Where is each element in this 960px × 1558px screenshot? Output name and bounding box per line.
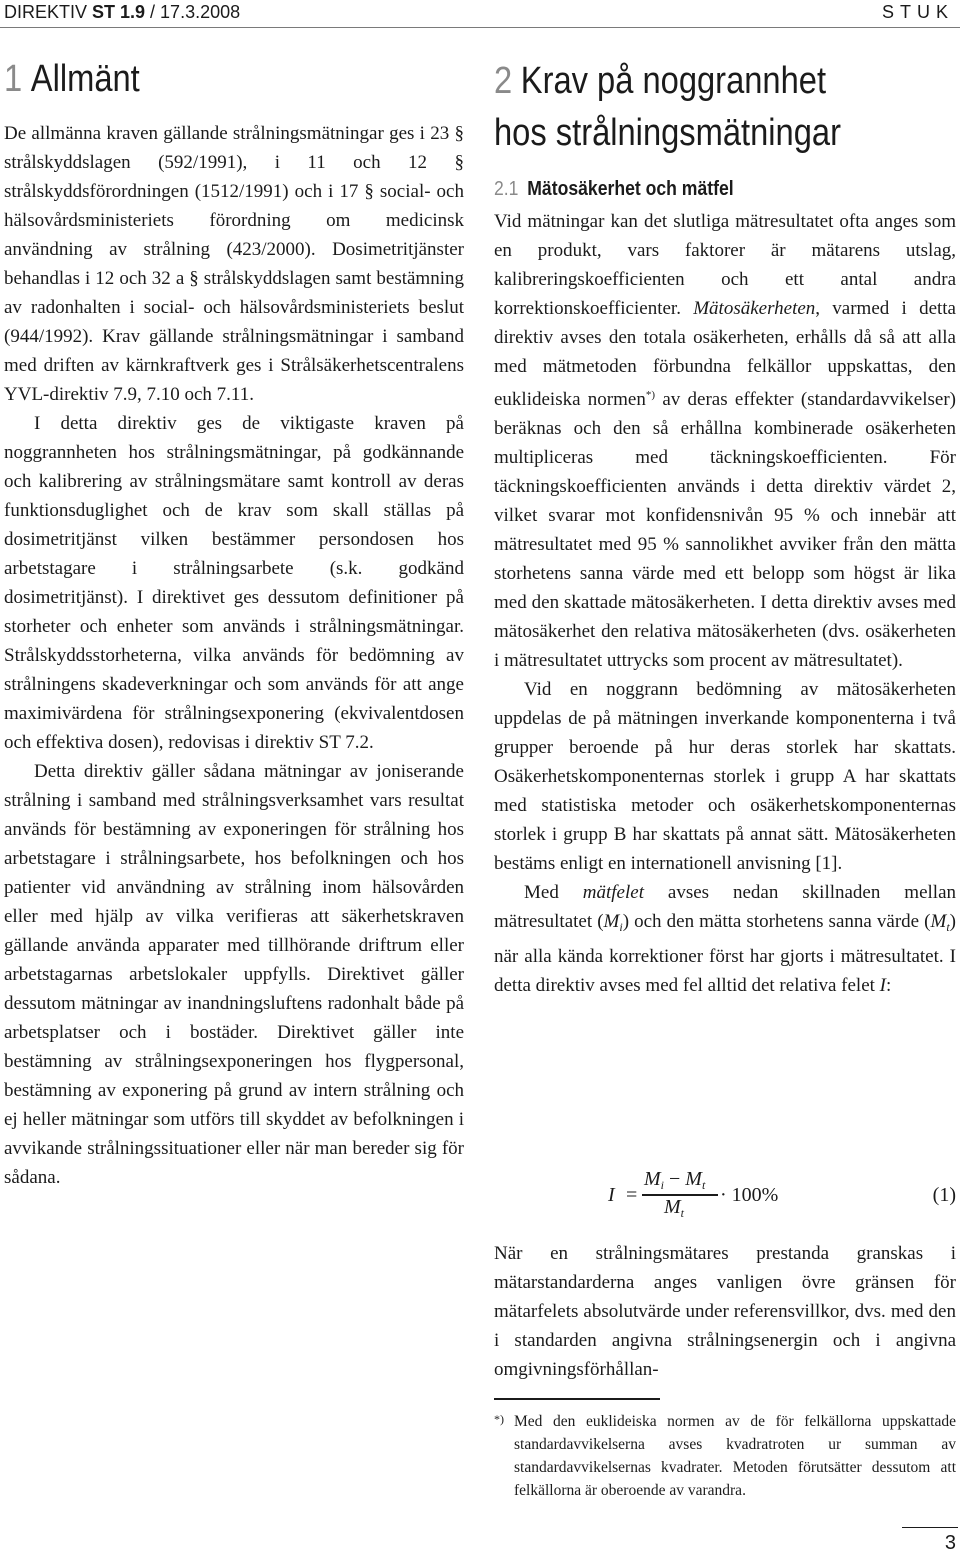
section-2-paragraph-2: Vid en noggrann bedömning av mätosäkerheten uppdelas de på mätningen inverkande komponenterna i två grupper beroende på hur deras storlek har skattats. Osäkerhetskomponenternas storlek i grupp A har skattats med statistiska metoder och osäkerhetskomponenternas storlek i grupp B har skattats på annat sätt. Mätosäkerheten bestäms enligt en internationell anvisning [1]. xyxy=(494,679,956,874)
p1-text-a: Vid mätningar kan det slutliga mätresultatet ofta anges som en produkt, vars faktorer är mätarens utslag, kalibreringskoefficienten och ett antal andra korrektionskoefficienter. xyxy=(494,211,956,319)
header-date: / 17.3.2008 xyxy=(145,2,241,22)
header-directive xyxy=(4,2,240,23)
eq-den-m: M xyxy=(664,1196,681,1218)
section-2-title-line-1: Krav på noggrannhet xyxy=(520,60,827,102)
footnote-reference[interactable]: *) xyxy=(645,389,656,401)
section-2-paragraph-4: När en strålningsmätares prestanda granskas i mätarstandarderna anges vanligen övre gränsen för mätarfelets absolutvärde under referensvillkor, dvs. med den i standarden angivna strålningsenergin och i angivna omgivningsförhållan- xyxy=(494,1243,956,1380)
section-2-paragraph-1 xyxy=(494,207,956,675)
section-1-paragraph-2: I detta direktiv ges de viktigaste kraven på noggrannheten hos strålningsmätningar, på godkännande och kalibrering av strålningsmätare samt kontroll av deras funktionsduglighet och de krav som skall ställas på dosimetritjänst vilken bestämmer persondosen hos arbetstagare i strålningsarbete (s.k. godkänd dosimetritjänst). I direktivet ges dessutom definitioner på storheter och enheter som används i strålningsmätningar. Strålskyddsstorheterna, vilka används för bedömning av strålningens skadeverkningar och som används för att ange maximivärdena för strålningsexponering (ekvivalentdosen och effektiva dosen), redovisas i direktiv ST 7.2. xyxy=(4,413,464,753)
equation-lhs: I xyxy=(608,1184,615,1206)
section-1-paragraph-1: De allmänna kraven gällande strålningsmätningar ges i 23 § strålskyddslagen (592/1991), i 11 och 12 § strålskyddsförordningen (1512/1991) och i 17 § social- och hälsovårdsministeriets förordning om medicinsk användning av strålning (423/2000). Dosimetritjänster behandlas i 12 och 32 a § strålskyddslagen samt bestämning av radonhalten i social- och hälsovårdsministeriets beslut (944/1992). Krav gällande strålningsmätningar i samband med driften av kärnkraftverk ges i Strålsäkerhetscentralens YVL-direktiv 7.9, 7.10 och 7.11. xyxy=(4,123,464,405)
p3-text-e: : xyxy=(885,975,892,996)
header-code: ST 1.9 xyxy=(92,2,146,22)
term-matosakerheten: Mätosäkerheten xyxy=(693,298,816,319)
p3-text-b: avses nedan skillnaden mellan mätresultatet ( xyxy=(494,882,957,932)
symbol-mi: M xyxy=(603,911,620,932)
section-1-title: Allmänt xyxy=(30,58,140,100)
eq-num-m1: M xyxy=(644,1168,661,1190)
footnote-mark: *) xyxy=(494,1412,504,1426)
subsection-2-1-number: 2.1 xyxy=(494,178,519,200)
subsection-2-1-title: Mätosäkerhet och mätfel xyxy=(527,178,734,200)
term-matfelet: mätfelet xyxy=(582,882,644,903)
equation-factor: · 100% xyxy=(720,1184,779,1206)
eq-num-s1: i xyxy=(660,1178,665,1192)
page-number: 3 xyxy=(944,1532,956,1554)
equation-number: (1) xyxy=(932,1184,956,1206)
p3-text-a: Med xyxy=(524,882,583,903)
section-2-number: 2 xyxy=(494,60,513,102)
eq-den-s: t xyxy=(680,1206,685,1220)
page-header xyxy=(0,0,960,26)
section-2-paragraph-3 xyxy=(494,878,956,1000)
eq-minus: − xyxy=(664,1168,686,1190)
symbol-mt-sub: t xyxy=(946,920,950,934)
footnote-text: Med den euklideiska normen av de för felkällorna uppskattade standardavvikelserna avses kvadratroten ur summan av standardavvikelsernas kvadrater. Metoden förutsätter dessutom att felkällorna är oberoende av varandra. xyxy=(514,1413,956,1499)
p3-text-c: ) och den mätta storhetens sanna värde ( xyxy=(622,911,931,932)
section-1-heading xyxy=(4,58,140,100)
header-divider xyxy=(0,27,960,28)
section-1-body xyxy=(4,119,464,1192)
equation-equals: = xyxy=(626,1184,638,1206)
equation-denominator xyxy=(664,1196,684,1221)
header-logo-text: STUK xyxy=(881,2,954,22)
section-2-body-continued xyxy=(494,1239,956,1384)
eq-num-m2: M xyxy=(685,1168,702,1190)
section-2-heading-line-2 xyxy=(494,112,841,154)
symbol-mi-sub: i xyxy=(619,920,623,934)
subsection-2-1-heading xyxy=(494,178,734,201)
section-2-title-line-2: hos strålningsmätningar xyxy=(494,112,841,154)
section-2-body xyxy=(494,207,956,1000)
p1-text-c: av deras effekter (standardavvikelser) beräknas och den så erhållna kombinerade osäkerheten multipliceras med täckningskoefficienten. För täckningskoefficienten används i detta direktiv värdet 2, vilket svarar mot konfidensnivån 95 % och innebär att mätresultatet med 95 % sannolikhet avviker från den mätta storhetens sanna värde med ett belopp som högst är lika med den skattade mätosäkerheten. I detta direktiv avses med mätosäkerhet den relativa mätosäkerheten (dvs. osäkerheten i mätresultatet uttrycks som procent av mätresultatet). xyxy=(494,389,956,671)
section-1-paragraph-3: Detta direktiv gäller sådana mätningar av joniserande strålning i samband med strålningsverksamhet vars resultat används för bestämning av exponeringen för strålning hos arbetstagare i strålningsarbete, hos befolkningen och hos patienter vid användning av strålning inom hälsovården eller med hjälp av vilka verifieras att säkerhetskraven gällande använda apparater med tillhörande driftrum eller arbetstagarnas arbetslokaler uppfylls. Direktivet gäller dessutom mätningar av inandningsluftens radonhalt både på arbetsplatser och i bostäder. Direktivet gäller inte bestämning av strålningsexponeringen hos flygpersonal, bestämning av exponering på grund av intern strålning och ej heller mätningar som utförs till skyddet av befolkningen i avvikande strålningssituationer eller när man bereder sig för sådana. xyxy=(4,761,464,1188)
header-prefix: DIREKTIV xyxy=(4,2,93,22)
footnote-divider xyxy=(494,1398,660,1400)
p1-text-b: , varmed i detta direktiv avses den totala osäkerheten, erhålls då så att alla med mätmetoden förbundna felkällor uppskattas, den euklideiska normen xyxy=(494,298,956,410)
section-1-number: 1 xyxy=(4,58,23,100)
p3-text-d: ) när alla kända korrektioner först har gjorts i mätresultatet. I detta direktiv avses med fel alltid det relativa felet xyxy=(494,911,956,996)
eq-num-s2: t xyxy=(701,1178,706,1192)
symbol-mt: M xyxy=(930,911,947,932)
footnote xyxy=(494,1410,956,1502)
equation-1 xyxy=(494,1170,956,1230)
equation-numerator xyxy=(644,1168,705,1193)
section-2-heading xyxy=(494,60,826,102)
symbol-i: I xyxy=(879,975,886,996)
page-number-rule xyxy=(902,1527,958,1528)
